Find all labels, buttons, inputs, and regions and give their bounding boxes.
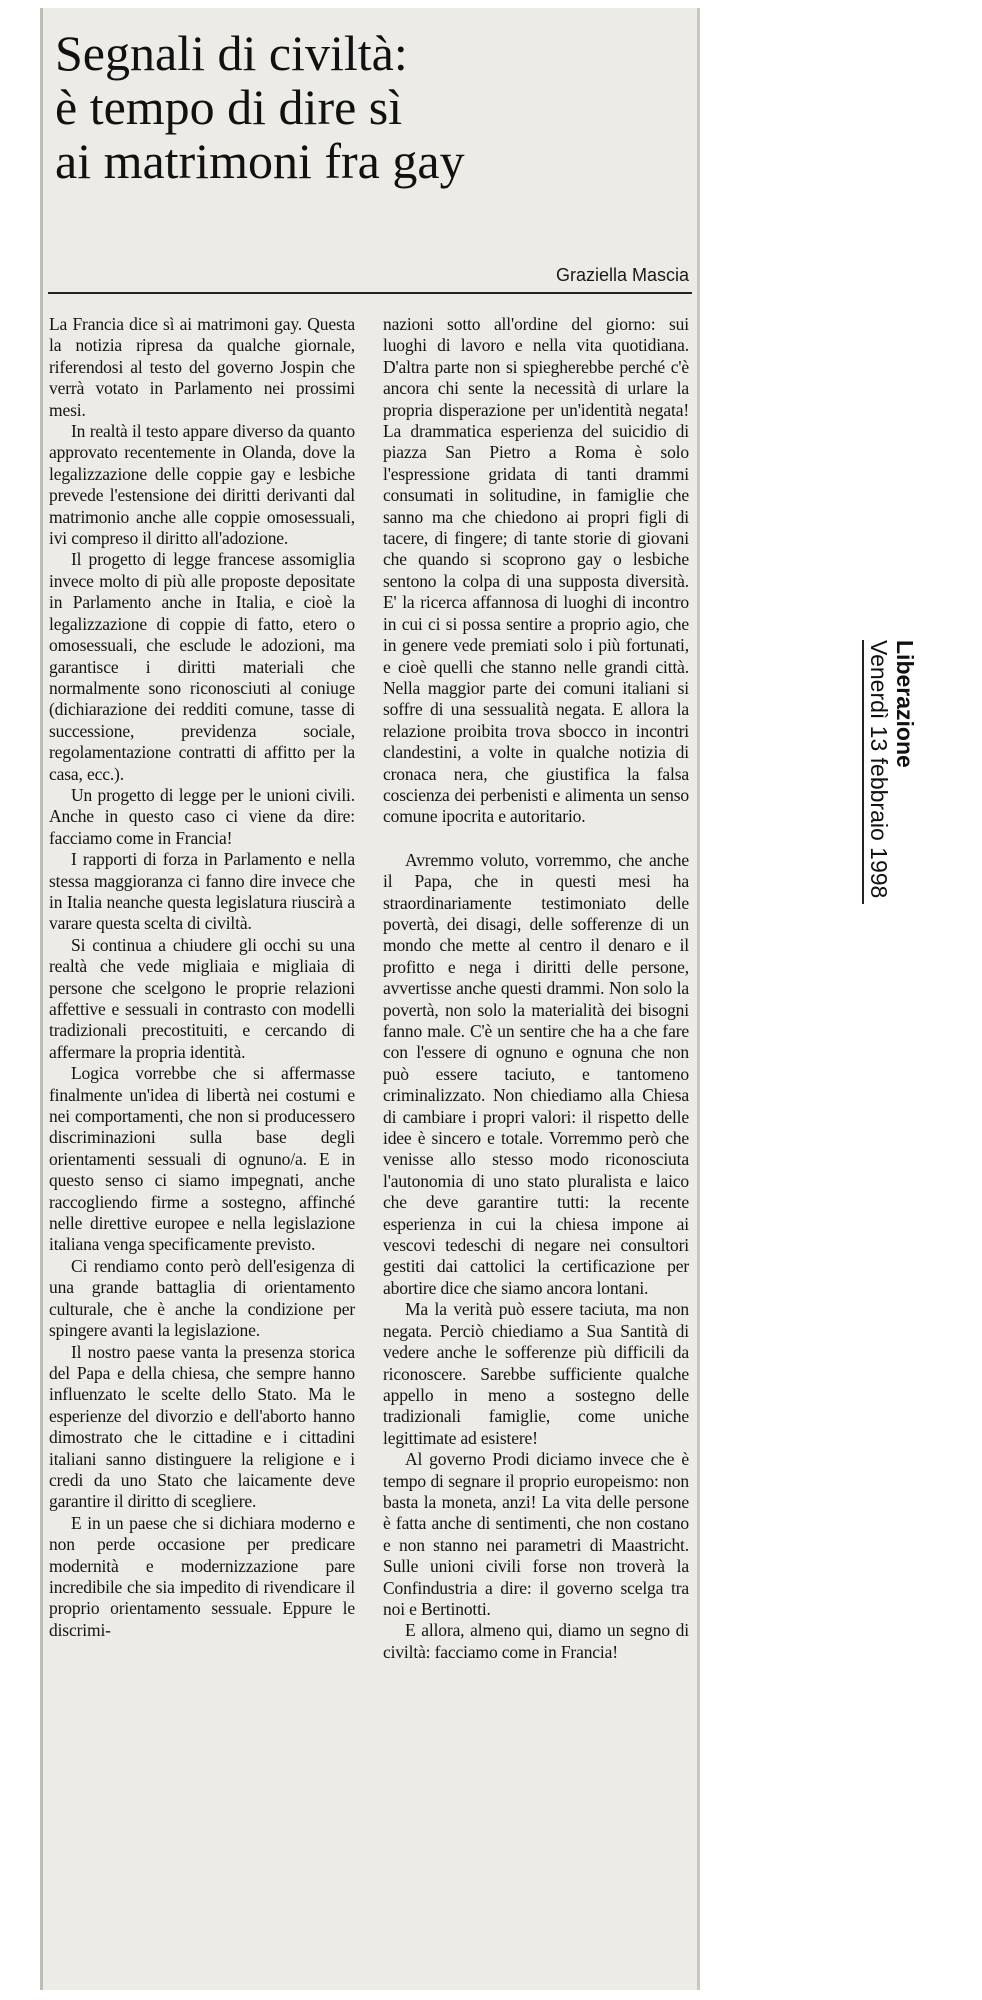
paragraph: Al governo Prodi diciamo invece che è tempo di segnare il proprio europeismo: non basta la moneta, anzi! La vita delle persone è fatta anche di sentimenti, che non costano e non stanno nei parametri di Maastricht. Sulle unioni civili forse non troverà la Confindustria a dire: il governo scelga tra noi e Bertinotti. [383, 1449, 689, 1619]
title-line-2: è tempo di dire sì [55, 79, 403, 135]
paragraph: nazioni sotto all'ordine del giorno: sui luoghi di lavoro e nella vita quotidiana. D'altra parte non si spiegherebbe perché c'è ancora chi sente la necessità di urlare la propria disperazione per un'identità negata! La drammatica esperienza del suicidio di piazza San Pietro a Roma è solo l'espressione gridata di tanti drammi consumati in solitudine, in famiglie che sanno ma che chiedono ai propri figli di tacere, di fingere; di tante storie di giovani che quando si scoprono gay o lesbiche sentono la colpa di una supposta diversità. E' la ricerca affannosa di luoghi di incontro in cui ci si possa sentire a proprio agio, che in genere vede premiati solo i più fortunati, e cioè quelli che stanno nelle grandi città. Nella maggior parte dei comuni italiani si soffre di una sessualità negata. E allora la relazione proibita trova sbocco in incontri clandestini, a volte in qualche notizia di cronaca nera, che giustifica la falsa coscienza dei perbenisti e alimenta un senso comune ipocrita e autoritario. [383, 314, 689, 827]
publication-date: Venerdì 13 febbraio 1998 [866, 640, 892, 899]
paragraph: Ci rendiamo conto però dell'esigenza di una grande battaglia di orientamento culturale, che è anche la condizione per spingere avanti la legislazione. [49, 1255, 355, 1341]
title-line-3: ai matrimoni fra gay [55, 133, 465, 189]
paragraph: Il nostro paese vanta la presenza storica del Papa e della chiesa, che sempre hanno influenzato le scelte dello Stato. Ma le esperienze del divorzio e dell'aborto hanno dimostrato che le cittadine e i cittadini italiani sanno distinguere la religione e i credi da uno Stato che laicamente deve garantire il diritto di scegliere. [49, 1341, 355, 1512]
paragraph: Si continua a chiudere gli occhi su una realtà che vede migliaia e migliaia di persone che scelgono le proprie relazioni affettive e sessuali in contrasto con modelli tradizionali precostituiti, e cercando di affermare la propria identità. [49, 934, 355, 1062]
paragraph: In realtà il testo appare diverso da quanto approvato recentemente in Olanda, dove la legalizzazione delle coppie gay e lesbiche prevede l'estensione dei diritti derivanti dal matrimonio anche alle coppie omosessuali, ivi compreso il diritto all'adozione. [49, 421, 355, 549]
paragraph: Logica vorrebbe che si affermasse finalmente un'idea di libertà nei costumi e nei comportamenti, che non si producessero discriminazioni sulla base degli orientamenti sessuali di ognuno/a. E in questo senso ci siamo impegnati, anche raccogliendo firme a sostegno, affinché nelle direttive europee e nella legislazione italiana venga specificamente previsto. [49, 1063, 355, 1255]
publication-name: Liberazione [892, 640, 918, 768]
paragraph: E in un paese che si dichiara moderno e non perde occasione per predicare modernità e modernizzazione pare incredibile che sia impedito di rivendicare il proprio orientamento sessuale. Eppure le discrimi- [49, 1512, 355, 1640]
paragraph: Il progetto di legge francese assomiglia invece molto di più alle proposte depositate in Parlamento anche in Italia, e cioè la legalizzazione di coppie di fatto, etero o omosessuali, che esclude le adozioni, ma garantisce i diritti materiali che normalmente sono riconosciuti al coniuge (dichiarazione dei redditi comune, tasse di successione, previdenza sociale, regolamentazione contratti di affitto per la casa, ecc.). [49, 549, 355, 784]
article-title [55, 26, 675, 188]
paragraph: Un progetto di legge per le unioni civili. Anche in questo caso ci viene da dire: facciamo come in Francia! [49, 784, 355, 848]
title-divider [48, 292, 692, 294]
article-author: Graziella Mascia [555, 265, 689, 285]
title-line-1: Segnali di civiltà: [55, 25, 408, 81]
paragraph: I rapporti di forza in Parlamento e nella stessa maggioranza ci fanno dire invece che in Italia neanche questa legislatura riuscirà a varare questa scelta di civiltà. [49, 849, 355, 934]
article-column-left [49, 314, 355, 1641]
newspaper-clipping [40, 8, 700, 1990]
paragraph: Ma la verità può essere taciuta, ma non negata. Perciò chiediamo a Sua Santità di vedere anche le sofferenze più difficili da riconoscere. Sarebbe sufficiente qualche appello in meno a sostegno delle tradizionali famiglie, come uniche legittimate ad esistere! [383, 1299, 689, 1448]
paragraph: Avremmo voluto, vorremmo, che anche il Papa, che in questi mesi ha straordinariamente testimoniato delle povertà, dei disagi, delle sofferenze di un mondo che mette al centro il denaro e il profitto e nega i diritti delle persone, avvertisse anche questi drammi. Non solo la povertà, non solo la materialità dei bisogni fanno male. C'è un sentire che ha a che fare con l'essere di ognuno e ognuna che non può essere taciuto, e tantomeno criminalizzato. Non chiediamo alla Chiesa di cambiare i propri valori: il rispetto delle idee è sincero e totale. Vorremmo però che venisse allo stesso modo riconosciuta l'autonomia di uno stato pluralista e laico che deve garantire tutti: la recente esperienza in cui la chiesa impone ai vescovi tedeschi di negare nei consultori gestiti dai cattolici la certificazione per abortire dice che siamo ancora lontani. [383, 849, 689, 1298]
paragraph: E allora, almeno qui, diamo un segno di civiltà: facciamo come in Francia! [383, 1620, 689, 1662]
publication-stamp [862, 640, 918, 904]
paragraph: La Francia dice sì ai matrimoni gay. Questa la notizia ripresa da qualche giornale, riferendosi al testo del governo Jospin che verrà votato in Parlamento nei prossimi mesi. [49, 314, 355, 420]
article-column-right [383, 314, 689, 1663]
